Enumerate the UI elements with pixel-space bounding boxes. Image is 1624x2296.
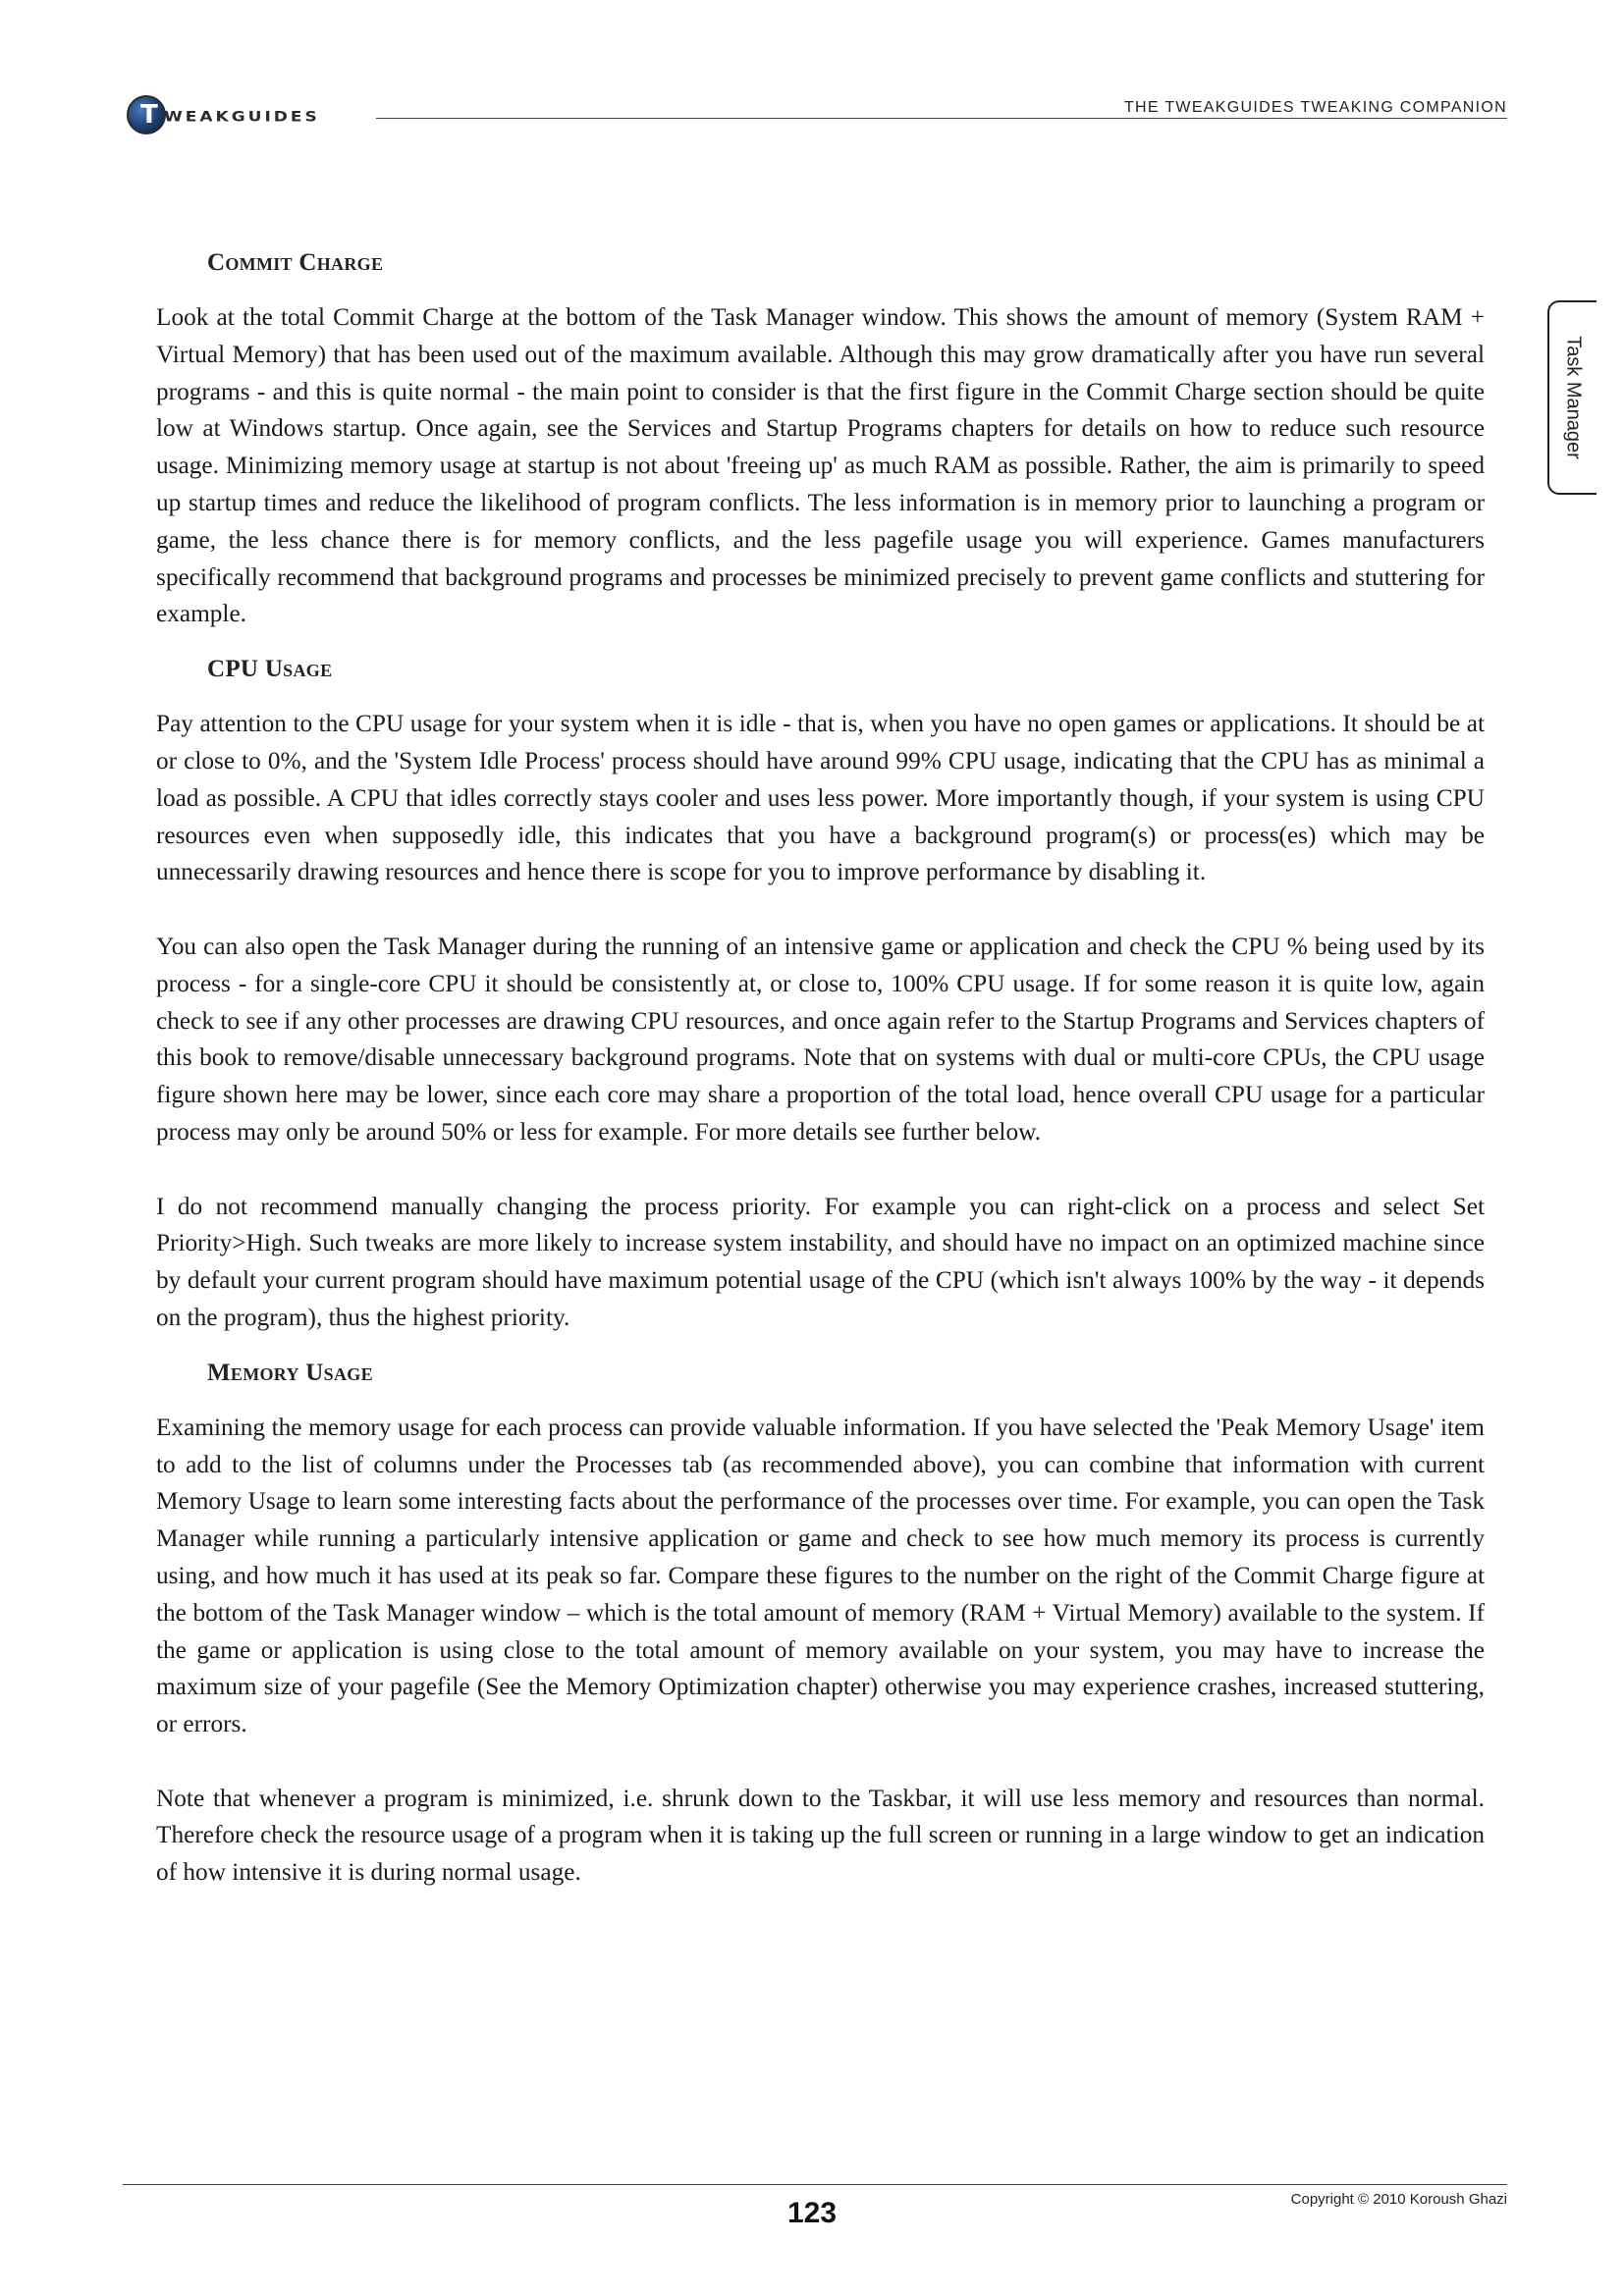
paragraph: Look at the total Commit Charge at the bottom of the Task Manager window. This shows the amount of memory (System RAM + Virtual Memory) that has been used out of the maximum available. Although this may grow dramatically after you have run several programs - and this is quite normal - the main point to consider is that the first figure in the Commit Charge section should be quite low at Windows startup. Once again, see the Services and Startup Programs chapters for details on how to reduce such resource usage. Minimizing memory usage at startup is not about 'freeing up' as much RAM as possible. Rather, the aim is primarily to speed up startup times and reduce the likelihood of program conflicts. The less information is in memory prior to launching a program or game, the less chance there is for memory conflicts, and the less pagefile usage you will experience. Games manufacturers specifically recommend that background programs and processes be minimized precisely to prevent game conflicts and stuttering for example.: [156, 303, 1485, 628]
section-heading-commit-charge: Commit Charge: [207, 249, 384, 276]
copyright-notice: Copyright © 2010 Koroush Ghazi: [1290, 2191, 1507, 2208]
footer-divider: [123, 2184, 1507, 2185]
page-number: 123: [786, 2197, 838, 2229]
logo-letter: T: [140, 100, 158, 130]
logo-wordmark: WEAKGUIDES: [164, 108, 320, 126]
tweakguides-logo: [123, 95, 358, 138]
paragraph: You can also open the Task Manager during the running of an intensive game or application and check the CPU % being used by its process - for a single-core CPU it should be consistently at, or close to, 100% CPU usage. If for some reason it is quite low, again check to see if any other processes are drawing CPU resources, and once again refer to the Startup Programs and Services chapters of this book to remove/disable unnecessary background programs. Note that on systems with dual or multi-core CPUs, the CPU usage figure shown here may be lower, since each core may share a proportion of the total load, hence overall CPU usage for a particular process may only be around 50% or less for example. For more details see further below.: [156, 932, 1485, 1146]
paragraph: I do not recommend manually changing the process priority. For example you can right-click on a process and select Set Priority>High. Such tweaks are more likely to increase system instability, and should have no impact on an optimized machine since by default your current program should have maximum potential usage of the CPU (which isn't always 100% by the way - it depends on the program), thus the highest priority.: [156, 1192, 1485, 1331]
header-divider: [376, 118, 1507, 119]
section-heading-memory-usage: Memory Usage: [207, 1359, 373, 1386]
paragraph: Note that whenever a program is minimized, i.e. shrunk down to the Taskbar, it will use less memory and resources than normal. Therefore check the resource usage of a program when it is taking up the full screen or running in a large window to get an indication of how intensive it is during normal usage.: [156, 1784, 1485, 1887]
logo-globe-icon: [127, 95, 166, 134]
paragraph: Examining the memory usage for each process can provide valuable information. If you have selected the 'Peak Memory Usage' item to add to the list of columns under the Processes tab (as recommended above), you can combine that information with current Memory Usage to learn some interesting facts about the performance of the processes over time. For example, you can open the Task Manager while running a particularly intensive application or game and check to see how much memory its process is currently using, and how much it has used at its peak so far. Compare these figures to the number on the right of the Commit Charge figure at the bottom of the Task Manager window – which is the total amount of memory (RAM + Virtual Memory) available to the system. If the game or application is using close to the total amount of memory available on your system, you may have to increase the maximum size of your pagefile (See the Memory Optimization chapter) otherwise you may experience crashes, increased stuttering, or errors.: [156, 1413, 1485, 1738]
chapter-side-tab-label: Task Manager: [1562, 336, 1585, 459]
running-header-title: THE TWEAKGUIDES TWEAKING COMPANION: [1123, 99, 1507, 116]
section-heading-cpu-usage: CPU Usage: [207, 656, 333, 683]
paragraph: Pay attention to the CPU usage for your system when it is idle - that is, when you have no open games or applications. It should be at or close to 0%, and the 'System Idle Process' process should have around 99% CPU usage, indicating that the CPU has as minimal a load as possible. A CPU that idles correctly stays cooler and uses less power. More importantly though, if your system is using CPU resources even when supposedly idle, this indicates that you have a background program(s) or process(es) which may be unnecessarily drawing resources and hence there is scope for you to improve performance by disabling it.: [156, 710, 1485, 886]
page-body: [156, 245, 1485, 1892]
page-header: [123, 93, 1507, 142]
chapter-side-tab: [1547, 300, 1597, 495]
